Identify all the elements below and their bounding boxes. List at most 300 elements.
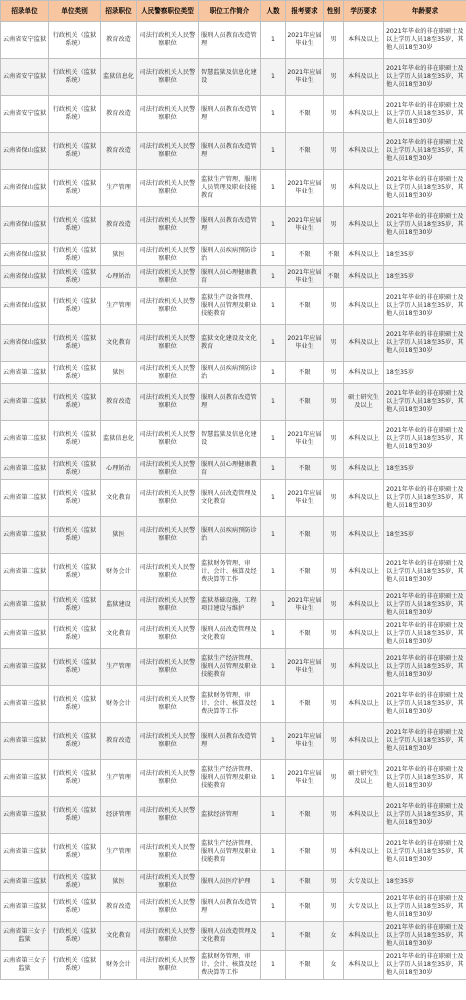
table-row [1, 723, 466, 760]
unit-cell: 云南省第三监狱 [1, 723, 49, 760]
police-type-cell: 司法行政机关人民警察职位 [137, 893, 199, 922]
table-row [1, 22, 466, 59]
job-description-cell: 监狱生产管理、服刑人员管理及职业技能教育 [199, 170, 261, 207]
job-description-cell: 智慧监狱及信息化建设 [199, 59, 261, 96]
unit-type-cell: 行政机关（监狱系统） [49, 133, 101, 170]
position-cell: 教育改造 [101, 207, 137, 244]
table-row [1, 760, 466, 797]
police-type-cell: 司法行政机关人民警察职位 [137, 325, 199, 362]
gender-cell: 男 [324, 170, 344, 207]
unit-type-cell: 行政机关（监狱系统） [49, 554, 101, 591]
header-age: 年龄要求 [384, 1, 466, 22]
job-description-cell: 服刑人员疾病预防诊治 [199, 362, 261, 384]
age-cell: 2021年毕业的非在职硕士及以上学历人员18至35岁，其他人员18至30岁 [384, 384, 466, 421]
job-description-cell: 监狱生产经济管理、服刑人员管理及职业技能教育 [199, 834, 261, 871]
unit-type-cell: 行政机关（监狱系统） [49, 871, 101, 893]
requirement-cell: 不限 [286, 244, 324, 266]
gender-cell: 男 [324, 59, 344, 96]
education-cell: 本科及以上 [344, 620, 384, 649]
unit-cell: 云南省第三监狱 [1, 834, 49, 871]
police-type-cell: 司法行政机关人民警察职位 [137, 384, 199, 421]
education-cell: 本科及以上 [344, 362, 384, 384]
position-cell: 教育改造 [101, 133, 137, 170]
job-description-cell: 服刑人员改造管理及文化教育 [199, 620, 261, 649]
gender-cell: 男 [324, 325, 344, 362]
headcount-cell: 1 [261, 458, 286, 480]
police-type-cell: 司法行政机关人民警察职位 [137, 170, 199, 207]
headcount-cell: 1 [261, 133, 286, 170]
police-type-cell: 司法行政机关人民警察职位 [137, 649, 199, 686]
unit-type-cell: 行政机关（监狱系统） [49, 96, 101, 133]
police-type-cell: 司法行政机关人民警察职位 [137, 22, 199, 59]
position-cell: 监狱信息化 [101, 59, 137, 96]
table-row [1, 797, 466, 834]
unit-type-cell: 行政机关（监狱系统） [49, 834, 101, 871]
table-row [1, 59, 466, 96]
position-cell: 教育改造 [101, 22, 137, 59]
unit-cell: 云南省保山监狱 [1, 288, 49, 325]
age-cell: 18至35岁 [384, 244, 466, 266]
position-cell: 狱医 [101, 517, 137, 554]
unit-type-cell: 行政机关（监狱系统） [49, 922, 101, 951]
header-unit: 招录单位 [1, 1, 49, 22]
position-cell: 生产管理 [101, 288, 137, 325]
police-type-cell: 司法行政机关人民警察职位 [137, 480, 199, 517]
requirement-cell: 2021年应届毕业生 [286, 649, 324, 686]
headcount-cell: 1 [261, 325, 286, 362]
education-cell: 本科及以上 [344, 207, 384, 244]
table-row [1, 871, 466, 893]
requirement-cell: 不限 [286, 871, 324, 893]
gender-cell: 男 [324, 723, 344, 760]
police-type-cell: 司法行政机关人民警察职位 [137, 421, 199, 458]
headcount-cell: 1 [261, 288, 286, 325]
position-cell: 教育改造 [101, 96, 137, 133]
police-type-cell: 司法行政机关人民警察职位 [137, 591, 199, 620]
unit-type-cell: 行政机关（监狱系统） [49, 288, 101, 325]
police-type-cell: 司法行政机关人民警察职位 [137, 951, 199, 980]
police-type-cell: 司法行政机关人民警察职位 [137, 834, 199, 871]
requirement-cell: 2021年应届毕业生 [286, 421, 324, 458]
unit-cell: 云南省第二监狱 [1, 458, 49, 480]
unit-cell: 云南省第三监狱 [1, 760, 49, 797]
table-row [1, 554, 466, 591]
unit-type-cell: 行政机关（监狱系统） [49, 797, 101, 834]
table-row [1, 649, 466, 686]
requirement-cell: 不限 [286, 96, 324, 133]
requirement-cell: 不限 [286, 384, 324, 421]
job-description-cell: 服刑人员医疗护理 [199, 871, 261, 893]
education-cell: 本科及以上 [344, 288, 384, 325]
gender-cell: 男 [324, 480, 344, 517]
table-row [1, 458, 466, 480]
age-cell: 2021年毕业的非在职硕士及以上学历人员18至35岁，其他人员18至30岁 [384, 96, 466, 133]
unit-type-cell: 行政机关（监狱系统） [49, 951, 101, 980]
unit-type-cell: 行政机关（监狱系统） [49, 458, 101, 480]
header-unit-type: 单位类别 [49, 1, 101, 22]
unit-cell: 云南省保山监狱 [1, 207, 49, 244]
unit-cell: 云南省保山监狱 [1, 170, 49, 207]
gender-cell: 男 [324, 384, 344, 421]
requirement-cell: 不限 [286, 133, 324, 170]
table-row [1, 922, 466, 951]
police-type-cell: 司法行政机关人民警察职位 [137, 362, 199, 384]
gender-cell: 男 [324, 871, 344, 893]
police-type-cell: 司法行政机关人民警察职位 [137, 458, 199, 480]
unit-cell: 云南省安宁监狱 [1, 96, 49, 133]
education-cell: 本科及以上 [344, 133, 384, 170]
requirement-cell: 不限 [286, 554, 324, 591]
unit-cell: 云南省保山监狱 [1, 266, 49, 288]
position-cell: 监狱建设 [101, 591, 137, 620]
gender-cell: 男 [324, 288, 344, 325]
header-police-type: 人民警察职位类型 [137, 1, 199, 22]
position-cell: 监狱信息化 [101, 421, 137, 458]
gender-cell: 男 [324, 893, 344, 922]
job-description-cell: 监狱生产经济管理、服刑人员管理及职业技能教育 [199, 760, 261, 797]
position-cell: 教育改造 [101, 384, 137, 421]
headcount-cell: 1 [261, 686, 286, 723]
table-row [1, 133, 466, 170]
unit-type-cell: 行政机关（监狱系统） [49, 59, 101, 96]
unit-type-cell: 行政机关（监狱系统） [49, 686, 101, 723]
education-cell: 本科及以上 [344, 170, 384, 207]
police-type-cell: 司法行政机关人民警察职位 [137, 871, 199, 893]
requirement-cell: 2021年应届毕业生 [286, 325, 324, 362]
position-cell: 狱医 [101, 362, 137, 384]
police-type-cell: 司法行政机关人民警察职位 [137, 133, 199, 170]
unit-type-cell: 行政机关（监狱系统） [49, 384, 101, 421]
gender-cell: 男 [324, 591, 344, 620]
age-cell: 18至35岁 [384, 871, 466, 893]
headcount-cell: 1 [261, 517, 286, 554]
unit-cell: 云南省第三监狱 [1, 620, 49, 649]
age-cell: 2021年毕业的非在职硕士及以上学历人员18至35岁，其他人员18至30岁 [384, 480, 466, 517]
position-cell: 财务会计 [101, 554, 137, 591]
gender-cell: 男 [324, 797, 344, 834]
job-description-cell: 服刑人员教育改造管理 [199, 22, 261, 59]
header-application-requirement: 报考要求 [286, 1, 324, 22]
requirement-cell: 2021年应届毕业生 [286, 266, 324, 288]
table-row [1, 244, 466, 266]
unit-cell: 云南省第三监狱 [1, 871, 49, 893]
age-cell: 2021年毕业的非在职硕士及以上学历人员18至35岁，其他人员18至30岁 [384, 207, 466, 244]
requirement-cell: 不限 [286, 951, 324, 980]
position-cell: 狱医 [101, 244, 137, 266]
gender-cell: 男 [324, 649, 344, 686]
unit-cell: 云南省第二监狱 [1, 384, 49, 421]
headcount-cell: 1 [261, 922, 286, 951]
age-cell: 2021年毕业的非在职硕士及以上学历人员18至35岁，其他人员18至30岁 [384, 59, 466, 96]
unit-cell: 云南省第三监狱 [1, 797, 49, 834]
education-cell: 本科及以上 [344, 686, 384, 723]
gender-cell: 男 [324, 620, 344, 649]
headcount-cell: 1 [261, 723, 286, 760]
gender-cell: 男 [324, 96, 344, 133]
header-position: 招录职位 [101, 1, 137, 22]
table-row [1, 951, 466, 980]
position-cell: 文化教育 [101, 620, 137, 649]
education-cell: 本科及以上 [344, 797, 384, 834]
gender-cell: 男 [324, 22, 344, 59]
unit-type-cell: 行政机关（监狱系统） [49, 893, 101, 922]
gender-cell: 不限 [324, 244, 344, 266]
age-cell: 2021年毕业的非在职硕士及以上学历人员18至35岁，其他人员18至30岁 [384, 22, 466, 59]
job-description-cell: 服刑人员教育改造管理 [199, 133, 261, 170]
job-description-cell: 监狱生产经济管理、服刑人员管理及职业技能教育 [199, 649, 261, 686]
unit-type-cell: 行政机关（监狱系统） [49, 760, 101, 797]
headcount-cell: 1 [261, 480, 286, 517]
requirement-cell: 2021年应届毕业生 [286, 207, 324, 244]
position-cell: 财务会计 [101, 951, 137, 980]
table-body [1, 22, 466, 980]
education-cell: 硕士研究生及以上 [344, 384, 384, 421]
unit-type-cell: 行政机关（监狱系统） [49, 207, 101, 244]
unit-type-cell: 行政机关（监狱系统） [49, 325, 101, 362]
police-type-cell: 司法行政机关人民警察职位 [137, 244, 199, 266]
age-cell: 2021年毕业的非在职硕士及以上学历人员18至35岁，其他人员18至30岁 [384, 591, 466, 620]
requirement-cell: 不限 [286, 893, 324, 922]
unit-cell: 云南省第三女子监狱 [1, 922, 49, 951]
position-cell: 生产管理 [101, 649, 137, 686]
position-cell: 文化教育 [101, 480, 137, 517]
unit-type-cell: 行政机关（监狱系统） [49, 591, 101, 620]
gender-cell: 女 [324, 922, 344, 951]
education-cell: 本科及以上 [344, 922, 384, 951]
headcount-cell: 1 [261, 760, 286, 797]
headcount-cell: 1 [261, 797, 286, 834]
gender-cell: 男 [324, 458, 344, 480]
requirement-cell: 不限 [286, 288, 324, 325]
headcount-cell: 1 [261, 96, 286, 133]
age-cell: 18至35岁 [384, 517, 466, 554]
requirement-cell: 不限 [286, 517, 324, 554]
requirement-cell: 不限 [286, 834, 324, 871]
headcount-cell: 1 [261, 951, 286, 980]
table-row [1, 266, 466, 288]
gender-cell: 男 [324, 362, 344, 384]
gender-cell: 男 [324, 207, 344, 244]
unit-type-cell: 行政机关（监狱系统） [49, 480, 101, 517]
job-description-cell: 服刑人员疾病预防诊治 [199, 244, 261, 266]
police-type-cell: 司法行政机关人民警察职位 [137, 686, 199, 723]
job-description-cell: 监狱基础设施、工程项目建设与维护 [199, 591, 261, 620]
headcount-cell: 1 [261, 834, 286, 871]
unit-cell: 云南省第三女子监狱 [1, 951, 49, 980]
education-cell: 本科及以上 [344, 59, 384, 96]
table-row [1, 96, 466, 133]
education-cell: 大专及以上 [344, 871, 384, 893]
headcount-cell: 1 [261, 362, 286, 384]
header-job-description: 职位工作简介 [199, 1, 261, 22]
requirement-cell: 2021年应届毕业生 [286, 591, 324, 620]
education-cell: 硕士研究生及以上 [344, 760, 384, 797]
job-description-cell: 监狱财务管理、审计、会计、核算及经费决算等工作 [199, 951, 261, 980]
headcount-cell: 1 [261, 266, 286, 288]
age-cell: 2021年毕业的非在职硕士及以上学历人员18至35岁，其他人员18至30岁 [384, 922, 466, 951]
education-cell: 本科及以上 [344, 480, 384, 517]
job-description-cell: 服刑人员教育改造管理 [199, 723, 261, 760]
age-cell: 2021年毕业的非在职硕士及以上学历人员18至35岁，其他人员18至30岁 [384, 797, 466, 834]
requirement-cell: 2021年应届毕业生 [286, 723, 324, 760]
education-cell: 本科及以上 [344, 96, 384, 133]
unit-cell: 云南省安宁监狱 [1, 59, 49, 96]
headcount-cell: 1 [261, 384, 286, 421]
unit-cell: 云南省第三监狱 [1, 649, 49, 686]
age-cell: 2021年毕业的非在职硕士及以上学历人员18至35岁，其他人员18至30岁 [384, 554, 466, 591]
police-type-cell: 司法行政机关人民警察职位 [137, 554, 199, 591]
job-description-cell: 服刑人员改造管理及文化教育 [199, 480, 261, 517]
position-cell: 财务会计 [101, 686, 137, 723]
table-row [1, 591, 466, 620]
headcount-cell: 1 [261, 244, 286, 266]
requirement-cell: 不限 [286, 922, 324, 951]
gender-cell: 男 [324, 686, 344, 723]
unit-cell: 云南省第二监狱 [1, 421, 49, 458]
age-cell: 2021年毕业的非在职硕士及以上学历人员18至35岁，其他人员18至30岁 [384, 686, 466, 723]
table-row [1, 893, 466, 922]
job-description-cell: 监狱财务管理、审计、会计、核算及经费决算等工作 [199, 686, 261, 723]
position-cell: 经济管理 [101, 797, 137, 834]
headcount-cell: 1 [261, 554, 286, 591]
police-type-cell: 司法行政机关人民警察职位 [137, 797, 199, 834]
requirement-cell: 不限 [286, 458, 324, 480]
unit-type-cell: 行政机关（监狱系统） [49, 517, 101, 554]
requirement-cell: 2021年应届毕业生 [286, 170, 324, 207]
education-cell: 本科及以上 [344, 591, 384, 620]
position-cell: 生产管理 [101, 170, 137, 207]
police-type-cell: 司法行政机关人民警察职位 [137, 723, 199, 760]
gender-cell: 不限 [324, 266, 344, 288]
requirement-cell: 不限 [286, 620, 324, 649]
gender-cell: 男 [324, 834, 344, 871]
age-cell: 2021年毕业的非在职硕士及以上学历人员18至35岁，其他人员18至30岁 [384, 133, 466, 170]
requirement-cell: 不限 [286, 362, 324, 384]
requirement-cell: 2021年应届毕业生 [286, 59, 324, 96]
table-row [1, 362, 466, 384]
education-cell: 本科及以上 [344, 421, 384, 458]
position-cell: 教育改造 [101, 723, 137, 760]
education-cell: 本科及以上 [344, 649, 384, 686]
headcount-cell: 1 [261, 649, 286, 686]
unit-cell: 云南省第二监狱 [1, 362, 49, 384]
gender-cell: 男 [324, 760, 344, 797]
police-type-cell: 司法行政机关人民警察职位 [137, 517, 199, 554]
job-description-cell: 服刑人员教育改造管理 [199, 384, 261, 421]
job-description-cell: 服刑人员教育改造管理 [199, 207, 261, 244]
unit-cell: 云南省安宁监狱 [1, 22, 49, 59]
position-cell: 文化教育 [101, 922, 137, 951]
table-row [1, 517, 466, 554]
job-description-cell: 监狱文化建设及文化教育 [199, 325, 261, 362]
job-description-cell: 服刑人员心理健康教育 [199, 458, 261, 480]
headcount-cell: 1 [261, 22, 286, 59]
table-row [1, 620, 466, 649]
education-cell: 本科及以上 [344, 266, 384, 288]
education-cell: 大专及以上 [344, 893, 384, 922]
requirement-cell: 2021年应届毕业生 [286, 22, 324, 59]
headcount-cell: 1 [261, 893, 286, 922]
table-row [1, 686, 466, 723]
job-description-cell: 监狱财务管理、审计、会计、核算及经费决算等工作 [199, 554, 261, 591]
unit-cell: 云南省第二监狱 [1, 554, 49, 591]
table-row [1, 325, 466, 362]
police-type-cell: 司法行政机关人民警察职位 [137, 266, 199, 288]
age-cell: 2021年毕业的非在职硕士及以上学历人员18至35岁，其他人员18至30岁 [384, 325, 466, 362]
education-cell: 本科及以上 [344, 22, 384, 59]
headcount-cell: 1 [261, 591, 286, 620]
age-cell: 2021年毕业的非在职硕士及以上学历人员18至35岁，其他人员18至30岁 [384, 421, 466, 458]
table-row [1, 834, 466, 871]
age-cell: 2021年毕业的非在职硕士及以上学历人员18至35岁，其他人员18至30岁 [384, 288, 466, 325]
unit-cell: 云南省保山监狱 [1, 133, 49, 170]
header-gender: 性别 [324, 1, 344, 22]
age-cell: 2021年毕业的非在职硕士及以上学历人员18至35岁，其他人员18至30岁 [384, 170, 466, 207]
age-cell: 2021年毕业的非在职硕士及以上学历人员18至35岁，其他人员18至30岁 [384, 649, 466, 686]
police-type-cell: 司法行政机关人民警察职位 [137, 288, 199, 325]
unit-type-cell: 行政机关（监狱系统） [49, 723, 101, 760]
unit-cell: 云南省第三监狱 [1, 893, 49, 922]
unit-cell: 云南省保山监狱 [1, 325, 49, 362]
requirement-cell: 2021年应届毕业生 [286, 760, 324, 797]
requirement-cell: 不限 [286, 686, 324, 723]
unit-type-cell: 行政机关（监狱系统） [49, 362, 101, 384]
gender-cell: 男 [324, 421, 344, 458]
age-cell: 18至35岁 [384, 458, 466, 480]
table-row [1, 288, 466, 325]
age-cell: 2021年毕业的非在职硕士及以上学历人员18至35岁，其他人员18至30岁 [384, 760, 466, 797]
unit-type-cell: 行政机关（监狱系统） [49, 244, 101, 266]
age-cell: 2021年毕业的非在职硕士及以上学历人员18至35岁，其他人员18至30岁 [384, 620, 466, 649]
education-cell: 本科及以上 [344, 458, 384, 480]
position-cell: 心理矫治 [101, 266, 137, 288]
age-cell: 18至35岁 [384, 362, 466, 384]
job-description-cell: 监狱经济管理 [199, 797, 261, 834]
education-cell: 本科及以上 [344, 723, 384, 760]
table-row [1, 384, 466, 421]
unit-type-cell: 行政机关（监狱系统） [49, 649, 101, 686]
unit-type-cell: 行政机关（监狱系统） [49, 421, 101, 458]
age-cell: 2021年毕业的非在职硕士及以上学历人员18至35岁，其他人员18至30岁 [384, 951, 466, 980]
gender-cell: 男 [324, 554, 344, 591]
job-description-cell: 服刑人员疾病预防诊治 [199, 517, 261, 554]
position-cell: 生产管理 [101, 834, 137, 871]
unit-type-cell: 行政机关（监狱系统） [49, 620, 101, 649]
position-cell: 心理矫治 [101, 458, 137, 480]
police-type-cell: 司法行政机关人民警察职位 [137, 59, 199, 96]
position-cell: 狱医 [101, 871, 137, 893]
unit-cell: 云南省第二监狱 [1, 480, 49, 517]
table-row [1, 421, 466, 458]
education-cell: 本科及以上 [344, 834, 384, 871]
age-cell: 2021年毕业的非在职硕士及以上学历人员18至35岁，其他人员18至30岁 [384, 834, 466, 871]
police-type-cell: 司法行政机关人民警察职位 [137, 760, 199, 797]
police-type-cell: 司法行政机关人民警察职位 [137, 207, 199, 244]
police-type-cell: 司法行政机关人民警察职位 [137, 620, 199, 649]
headcount-cell: 1 [261, 871, 286, 893]
headcount-cell: 1 [261, 620, 286, 649]
job-description-cell: 服刑人员教育改造管理 [199, 893, 261, 922]
unit-cell: 云南省保山监狱 [1, 244, 49, 266]
position-cell: 文化教育 [101, 325, 137, 362]
table-header-row [1, 1, 466, 22]
header-headcount: 人数 [261, 1, 286, 22]
table-row [1, 207, 466, 244]
unit-type-cell: 行政机关（监狱系统） [49, 22, 101, 59]
age-cell: 18至35岁 [384, 266, 466, 288]
position-cell: 生产管理 [101, 760, 137, 797]
position-cell: 教育改造 [101, 893, 137, 922]
